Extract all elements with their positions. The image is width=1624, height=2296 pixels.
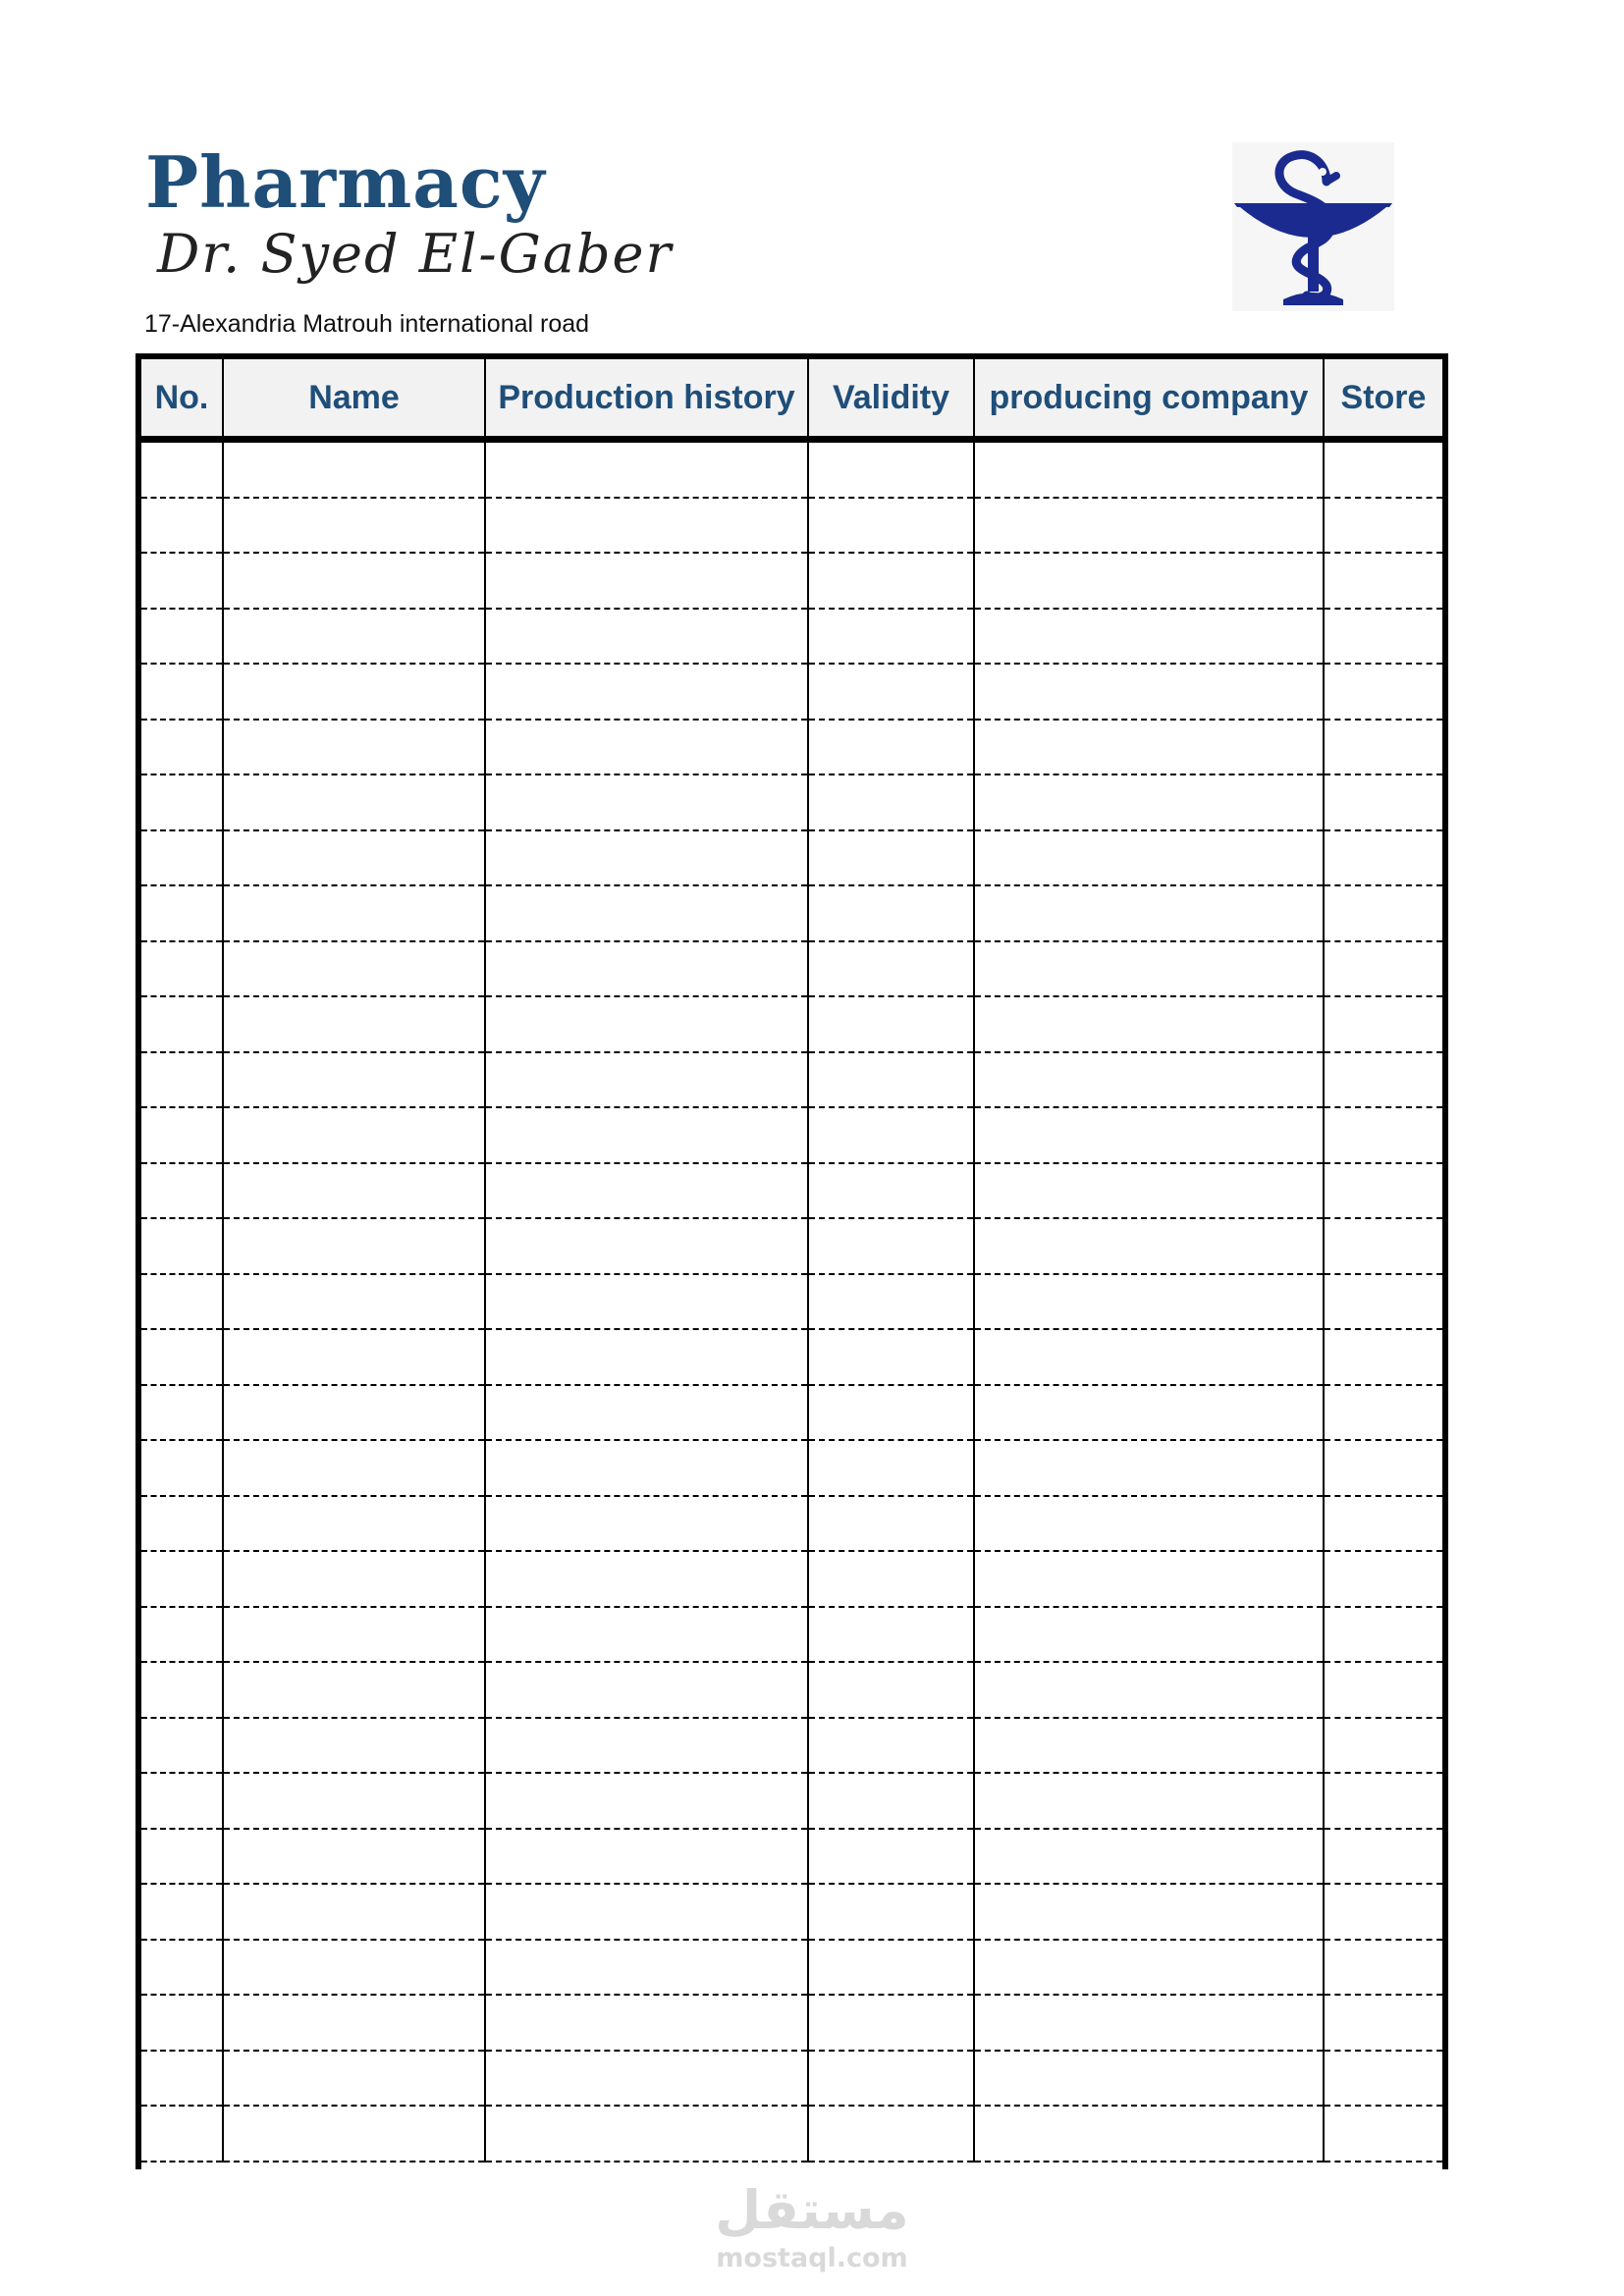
table-cell (1324, 1163, 1442, 1219)
table-cell (808, 609, 974, 665)
table-cell (141, 1163, 223, 1219)
table-cell (1324, 1052, 1442, 1108)
table-cell (974, 1551, 1324, 1607)
column-header-producing-company: producing company (974, 359, 1324, 440)
table-cell (1324, 1385, 1442, 1441)
table-cell (808, 553, 974, 609)
table-cell (974, 1884, 1324, 1940)
table-cell (808, 996, 974, 1052)
table-row (141, 1385, 1442, 1441)
table-cell (808, 1274, 974, 1330)
table-cell (223, 885, 485, 941)
table-cell (141, 440, 223, 498)
table-cell (223, 1995, 485, 2051)
table-row (141, 1607, 1442, 1663)
table-cell (485, 2106, 808, 2162)
table-cell (141, 1551, 223, 1607)
table-cell (141, 1052, 223, 1108)
table-cell (223, 1496, 485, 1552)
table-cell (1324, 1107, 1442, 1163)
table-row (141, 941, 1442, 997)
table-cell (223, 2051, 485, 2107)
table-cell (808, 1496, 974, 1552)
table-cell (974, 1218, 1324, 1274)
table-cell (1324, 664, 1442, 720)
table-cell (485, 720, 808, 775)
table-cell (485, 1496, 808, 1552)
table-cell (223, 2106, 485, 2162)
table-cell (1324, 1218, 1442, 1274)
table-cell (974, 720, 1324, 775)
table-cell (1324, 1329, 1442, 1385)
table-cell (223, 1884, 485, 1940)
table-cell (141, 1440, 223, 1496)
table-cell (974, 440, 1324, 498)
table-row (141, 1662, 1442, 1718)
table-cell (1324, 1551, 1442, 1607)
column-header-name: Name (223, 359, 485, 440)
table-cell (223, 1940, 485, 1996)
column-header-validity: Validity (808, 359, 974, 440)
table-cell (1324, 720, 1442, 775)
doctor-signature: Dr. Syed El-Gaber (157, 223, 674, 285)
table-body (141, 440, 1442, 2162)
table-cell (808, 1607, 974, 1663)
table-cell (141, 1218, 223, 1274)
table-cell (141, 1662, 223, 1718)
table-cell (808, 1662, 974, 1718)
table-cell (974, 1829, 1324, 1885)
table-cell (808, 1718, 974, 1774)
table-cell (223, 664, 485, 720)
table-cell (141, 1940, 223, 1996)
table-row (141, 1496, 1442, 1552)
table-cell (141, 996, 223, 1052)
table-row (141, 664, 1442, 720)
table-row (141, 1940, 1442, 1996)
table-cell (485, 664, 808, 720)
table-cell (808, 1107, 974, 1163)
table-cell (223, 1052, 485, 1108)
table-cell (974, 2106, 1324, 2162)
table-cell (485, 1662, 808, 1718)
table-cell (1324, 1995, 1442, 2051)
table-cell (485, 1440, 808, 1496)
table-cell (974, 1329, 1324, 1385)
table-cell (223, 1218, 485, 1274)
table-row (141, 1829, 1442, 1885)
table-cell (223, 1662, 485, 1718)
table-cell (1324, 1884, 1442, 1940)
table-cell (1324, 1773, 1442, 1829)
table-cell (485, 885, 808, 941)
table-row (141, 2051, 1442, 2107)
column-header-store: Store (1324, 359, 1442, 440)
column-header-no: No. (141, 359, 223, 440)
table-cell (141, 553, 223, 609)
table-cell (485, 1829, 808, 1885)
table-cell (808, 1163, 974, 1219)
table-cell (141, 720, 223, 775)
column-header-production-history: Production history (485, 359, 808, 440)
table-cell (974, 1496, 1324, 1552)
table-row (141, 1773, 1442, 1829)
table-cell (1324, 609, 1442, 665)
table-cell (223, 1829, 485, 1885)
table-cell (974, 1163, 1324, 1219)
table-cell (808, 1551, 974, 1607)
pharmacy-title: Pharmacy (145, 140, 546, 224)
table-cell (485, 1551, 808, 1607)
table-row (141, 1995, 1442, 2051)
table-cell (974, 1052, 1324, 1108)
table-cell (1324, 830, 1442, 886)
table-cell (808, 440, 974, 498)
table-cell (223, 830, 485, 886)
table-cell (141, 498, 223, 554)
table-cell (808, 1440, 974, 1496)
table-cell (974, 1385, 1324, 1441)
table-row (141, 720, 1442, 775)
table-cell (485, 1884, 808, 1940)
table-cell (223, 1274, 485, 1330)
table-cell (223, 720, 485, 775)
table-row (141, 1440, 1442, 1496)
table-cell (974, 498, 1324, 554)
table-cell (808, 1829, 974, 1885)
table-cell (141, 2106, 223, 2162)
table-cell (223, 1329, 485, 1385)
table-cell (1324, 2106, 1442, 2162)
table-cell (1324, 941, 1442, 997)
table-cell (808, 1995, 974, 2051)
table-cell (1324, 440, 1442, 498)
table-row (141, 996, 1442, 1052)
table-row (141, 1052, 1442, 1108)
table-cell (974, 609, 1324, 665)
mostaql-watermark (0, 2179, 1624, 2273)
table-cell (974, 885, 1324, 941)
table-cell (223, 440, 485, 498)
table-cell (974, 1274, 1324, 1330)
table-cell (974, 664, 1324, 720)
table-cell (141, 1385, 223, 1441)
table-cell (485, 996, 808, 1052)
table-cell (141, 830, 223, 886)
inventory-table (141, 359, 1442, 2163)
table-cell (485, 1995, 808, 2051)
table-cell (141, 1995, 223, 2051)
table-cell (223, 1773, 485, 1829)
table-cell (223, 1440, 485, 1496)
table-row (141, 1274, 1442, 1330)
table-cell (223, 941, 485, 997)
table-cell (808, 885, 974, 941)
table-cell (974, 830, 1324, 886)
table-cell (1324, 1718, 1442, 1774)
table-cell (141, 1496, 223, 1552)
table-cell (808, 2106, 974, 2162)
table-row (141, 1884, 1442, 1940)
watermark-arabic: مستقل (715, 2179, 909, 2241)
table-row (141, 1551, 1442, 1607)
table-cell (485, 1329, 808, 1385)
table-cell (974, 996, 1324, 1052)
table-header-row (141, 359, 1442, 440)
table-cell (223, 774, 485, 830)
table-row (141, 830, 1442, 886)
table-cell (1324, 1607, 1442, 1663)
table-cell (808, 498, 974, 554)
table-cell (485, 1107, 808, 1163)
table-row (141, 609, 1442, 665)
table-cell (141, 941, 223, 997)
table-row (141, 440, 1442, 498)
bowl-of-hygieia-icon (1232, 142, 1394, 311)
table-cell (974, 2051, 1324, 2107)
table-cell (1324, 885, 1442, 941)
table-cell (1324, 553, 1442, 609)
table-cell (974, 941, 1324, 997)
table-cell (485, 941, 808, 997)
table-cell (223, 1163, 485, 1219)
table-cell (808, 830, 974, 886)
table-cell (1324, 498, 1442, 554)
table-cell (141, 1107, 223, 1163)
table-cell (485, 553, 808, 609)
table-row (141, 885, 1442, 941)
table-cell (808, 1218, 974, 1274)
table-cell (974, 553, 1324, 609)
table-cell (974, 1107, 1324, 1163)
table-cell (1324, 1829, 1442, 1885)
table-row (141, 1218, 1442, 1274)
table-cell (141, 1829, 223, 1885)
table-cell (223, 609, 485, 665)
table-cell (141, 664, 223, 720)
table-cell (974, 1662, 1324, 1718)
table-cell (141, 1274, 223, 1330)
table-cell (808, 664, 974, 720)
table-cell (141, 2051, 223, 2107)
table-row (141, 553, 1442, 609)
table-row (141, 1329, 1442, 1385)
table-cell (808, 941, 974, 997)
table-cell (808, 774, 974, 830)
table-cell (808, 2051, 974, 2107)
table-cell (808, 720, 974, 775)
table-cell (808, 1329, 974, 1385)
table-cell (223, 996, 485, 1052)
table-cell (141, 1329, 223, 1385)
table-cell (223, 1718, 485, 1774)
pharmacy-address: 17-Alexandria Matrouh international road (144, 310, 590, 338)
table-cell (485, 1163, 808, 1219)
table-cell (485, 830, 808, 886)
table-cell (141, 1607, 223, 1663)
table-cell (223, 1385, 485, 1441)
table-cell (808, 1940, 974, 1996)
table-cell (223, 1607, 485, 1663)
watermark-latin: mostaql.com (716, 2243, 908, 2273)
table-cell (974, 1773, 1324, 1829)
table-cell (485, 2051, 808, 2107)
table-cell (808, 1052, 974, 1108)
table-cell (485, 609, 808, 665)
table-cell (223, 553, 485, 609)
table-cell (141, 1718, 223, 1774)
table-cell (1324, 1440, 1442, 1496)
table-cell (223, 1551, 485, 1607)
table-cell (485, 1218, 808, 1274)
table-row (141, 1107, 1442, 1163)
table-cell (485, 1052, 808, 1108)
inventory-table-frame (135, 353, 1448, 2169)
table-cell (1324, 1662, 1442, 1718)
table-cell (1324, 1496, 1442, 1552)
table-cell (808, 1773, 974, 1829)
table-cell (485, 1385, 808, 1441)
table-cell (141, 1884, 223, 1940)
table-cell (1324, 1940, 1442, 1996)
table-cell (141, 1773, 223, 1829)
table-cell (485, 440, 808, 498)
table-cell (485, 498, 808, 554)
table-row (141, 2106, 1442, 2162)
table-cell (974, 1440, 1324, 1496)
table-cell (223, 498, 485, 554)
table-row (141, 1718, 1442, 1774)
table-cell (1324, 774, 1442, 830)
table-cell (808, 1884, 974, 1940)
table-cell (485, 1940, 808, 1996)
table-cell (485, 1773, 808, 1829)
table-cell (808, 1385, 974, 1441)
table-cell (485, 1607, 808, 1663)
table-cell (141, 885, 223, 941)
table-cell (974, 774, 1324, 830)
table-cell (974, 1718, 1324, 1774)
table-cell (1324, 2051, 1442, 2107)
table-cell (485, 1718, 808, 1774)
table-cell (141, 609, 223, 665)
table-row (141, 498, 1442, 554)
table-cell (974, 1995, 1324, 2051)
table-cell (1324, 1274, 1442, 1330)
table-cell (485, 774, 808, 830)
table-cell (1324, 996, 1442, 1052)
table-cell (223, 1107, 485, 1163)
table-cell (141, 774, 223, 830)
table-cell (974, 1607, 1324, 1663)
table-cell (485, 1274, 808, 1330)
table-cell (974, 1940, 1324, 1996)
table-row (141, 1163, 1442, 1219)
table-row (141, 774, 1442, 830)
